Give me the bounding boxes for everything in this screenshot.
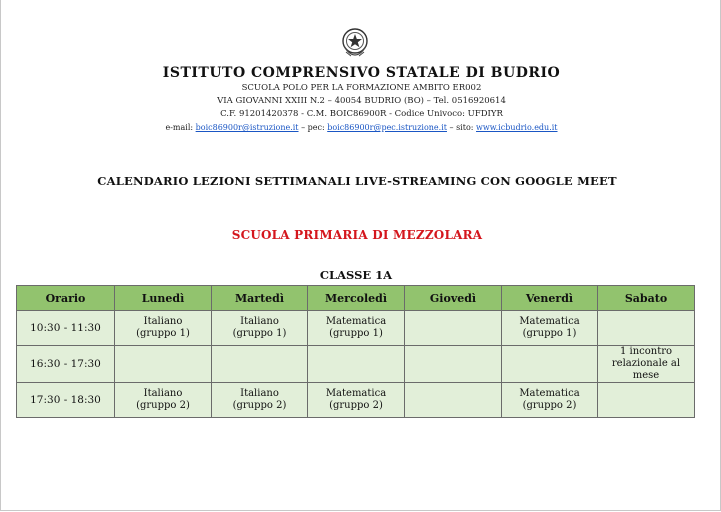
header-lunedi: Lunedì: [115, 286, 212, 311]
lesson-group: (gruppo 1): [136, 328, 190, 339]
site-label: – sito:: [449, 123, 474, 132]
lesson-group: (gruppo 1): [522, 328, 577, 339]
lesson-group: (gruppo 2): [232, 400, 287, 411]
lesson-cell: [405, 311, 502, 346]
lesson-group: (gruppo 1): [232, 328, 287, 339]
header-line-codes: C.F. 91201420378 - C.M. BOIC86900R - Codice Univoco: UFDIYR: [220, 109, 503, 119]
lesson-cell: [115, 346, 212, 383]
lesson-name: Italiano: [240, 316, 279, 327]
lesson-name: Italiano: [240, 388, 279, 399]
school-header: [1, 64, 721, 134]
lesson-cell: [308, 383, 405, 418]
website-link[interactable]: www.icbudrio.edu.it: [476, 123, 558, 132]
lesson-cell: [598, 346, 695, 383]
lesson-name: 1 incontro: [619, 346, 673, 357]
time-cell: 17:30 - 18:30: [17, 383, 115, 418]
lesson-group: (gruppo 2): [522, 400, 577, 411]
table-header-row: [17, 286, 695, 311]
header-contacts: [1, 121, 721, 134]
lesson-cell: [212, 346, 308, 383]
italian-republic-emblem-icon: [340, 26, 370, 58]
lesson-cell: [502, 311, 598, 346]
lesson-cell: [405, 346, 502, 383]
table-row: [17, 311, 695, 346]
lesson-cell: [212, 383, 308, 418]
lesson-name: Matematica: [519, 316, 580, 327]
lesson-group: relazionale al mese: [611, 358, 681, 381]
school-subtitle: SCUOLA PRIMARIA DI MEZZOLARA: [231, 228, 483, 242]
lesson-cell: [502, 346, 598, 383]
lesson-cell: [308, 311, 405, 346]
lesson-name: Italiano: [143, 388, 183, 399]
header-martedi: Martedì: [212, 286, 308, 311]
lesson-name: Matematica: [325, 388, 387, 399]
header-sabato: Sabato: [598, 286, 695, 311]
lesson-group: (gruppo 2): [136, 400, 190, 411]
pec-label: – pec:: [301, 123, 325, 132]
table-row: [17, 383, 695, 418]
class-title: CLASSE 1A: [319, 268, 393, 282]
lesson-cell: [115, 383, 212, 418]
lesson-cell: [502, 383, 598, 418]
lesson-cell: [598, 311, 695, 346]
calendar-title: CALENDARIO LEZIONI SETTIMANALI LIVE-STREAMING CON GOOGLE MEET: [97, 174, 617, 188]
lesson-cell: [308, 346, 405, 383]
header-venerdi: Venerdì: [502, 286, 598, 311]
header-line-address: VIA GIOVANNI XXIII N.2 – 40054 BUDRIO (BO) – Tel. 0516920614: [217, 96, 506, 106]
schedule-table: [16, 285, 695, 418]
email-label: e-mail:: [165, 123, 194, 132]
lesson-cell: [212, 311, 308, 346]
header-giovedi: Giovedì: [405, 286, 502, 311]
lesson-group: (gruppo 2): [329, 400, 383, 411]
lesson-name: Matematica: [325, 316, 387, 327]
table-row: [17, 346, 695, 383]
lesson-group: (gruppo 1): [329, 328, 383, 339]
header-orario: Orario: [17, 286, 115, 311]
lesson-name: Matematica: [519, 388, 580, 399]
header-mercoledi: Mercoledì: [308, 286, 405, 311]
lesson-name: Italiano: [143, 316, 183, 327]
lesson-cell: [598, 383, 695, 418]
pec-link[interactable]: boic86900r@pec.istruzione.it: [327, 123, 447, 132]
header-line-ambito: SCUOLA POLO PER LA FORMAZIONE AMBITO ER002: [241, 83, 482, 93]
lesson-cell: [115, 311, 212, 346]
school-name: ISTITUTO COMPRENSIVO STATALE DI BUDRIO: [162, 65, 561, 81]
time-cell: 10:30 - 11:30: [17, 311, 115, 346]
email-link[interactable]: boic86900r@istruzione.it: [195, 123, 299, 132]
time-cell: 16:30 - 17:30: [17, 346, 115, 383]
lesson-cell: [405, 383, 502, 418]
